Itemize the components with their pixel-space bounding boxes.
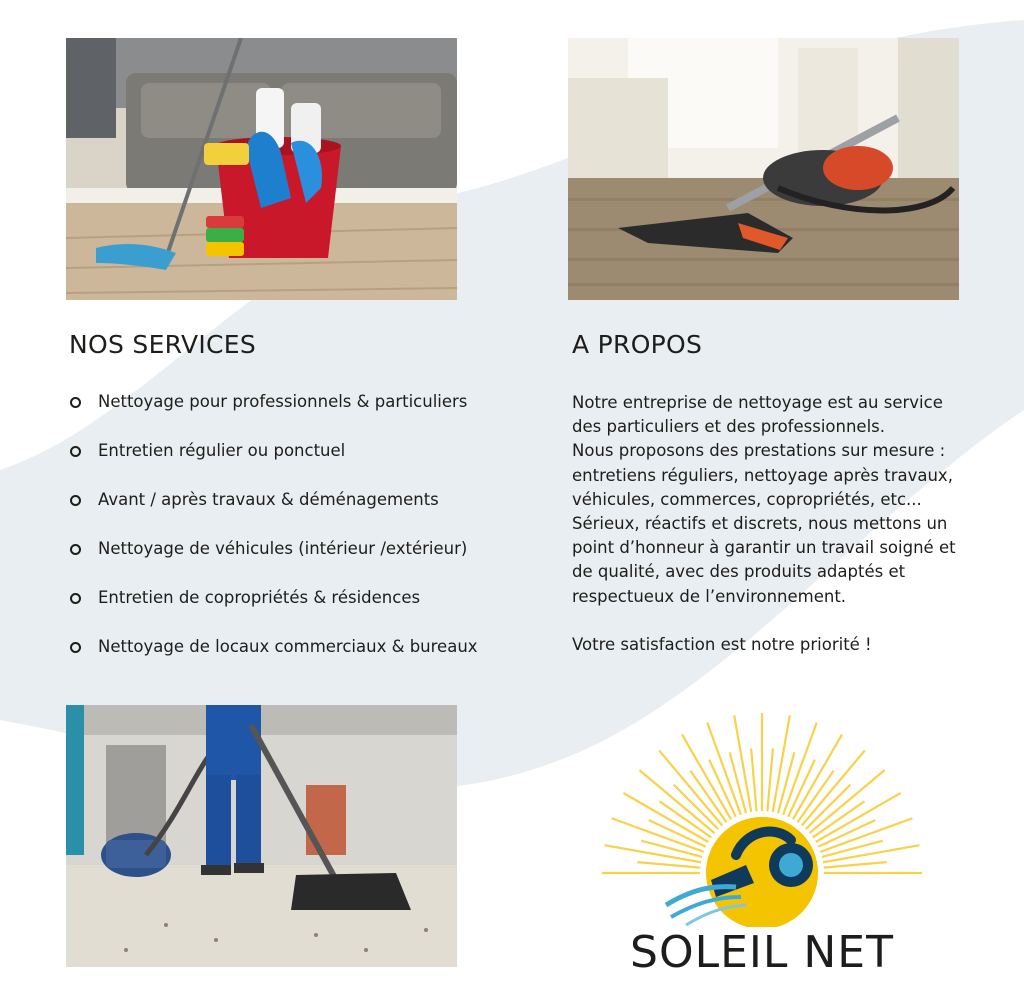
vacuum-carpet-photo — [568, 38, 959, 300]
cleaning-supplies-photo — [66, 38, 457, 300]
about-tagline: Votre satisfaction est notre priorité ! — [572, 634, 872, 654]
about-line: entretiens réguliers, nettoyage après travaux, — [572, 465, 953, 485]
services-list — [70, 390, 478, 684]
service-label: Avant / après travaux & déménagements — [98, 490, 439, 509]
service-label: Entretien régulier ou ponctuel — [98, 441, 346, 460]
about-line: des particuliers et des professionnels. — [572, 417, 886, 437]
logo-text: SOLEIL NET — [630, 927, 894, 978]
service-label: Entretien de copropriétés & résidences — [98, 588, 421, 607]
list-item — [70, 586, 478, 635]
list-item — [70, 537, 478, 586]
sun-vacuum-icon — [596, 705, 928, 927]
service-label: Nettoyage pour professionnels & particuliers — [98, 392, 468, 411]
about-line: de qualité, avec des produits adaptés et — [572, 562, 906, 582]
service-label: Nettoyage de locaux commerciaux & bureaux — [98, 637, 478, 656]
list-item — [70, 488, 478, 537]
list-item — [70, 390, 478, 439]
circle-bullet-icon — [70, 397, 81, 408]
circle-bullet-icon — [70, 446, 81, 457]
about-title: A PROPOS — [572, 330, 703, 359]
about-line: Nous proposons des prestations sur mesure : — [572, 441, 946, 461]
list-item — [70, 635, 478, 684]
construction-vacuum-photo — [66, 705, 457, 967]
circle-bullet-icon — [70, 642, 81, 653]
list-item — [70, 439, 478, 488]
about-line: Sérieux, réactifs et discrets, nous mettons un — [572, 514, 948, 534]
about-line: véhicules, commerces, copropriétés, etc... — [572, 489, 922, 509]
about-line: point d’honneur à garantir un travail soigné et — [572, 538, 956, 558]
about-text — [572, 391, 972, 657]
service-label: Nettoyage de véhicules (intérieur /extérieur) — [98, 539, 468, 558]
circle-bullet-icon — [70, 593, 81, 604]
about-line: respectueux de l’environnement. — [572, 586, 847, 606]
circle-bullet-icon — [70, 544, 81, 555]
about-line: Notre entreprise de nettoyage est au service — [572, 393, 943, 412]
soleil-net-logo — [596, 705, 928, 977]
services-title: NOS SERVICES — [69, 330, 257, 359]
circle-bullet-icon — [70, 495, 81, 506]
